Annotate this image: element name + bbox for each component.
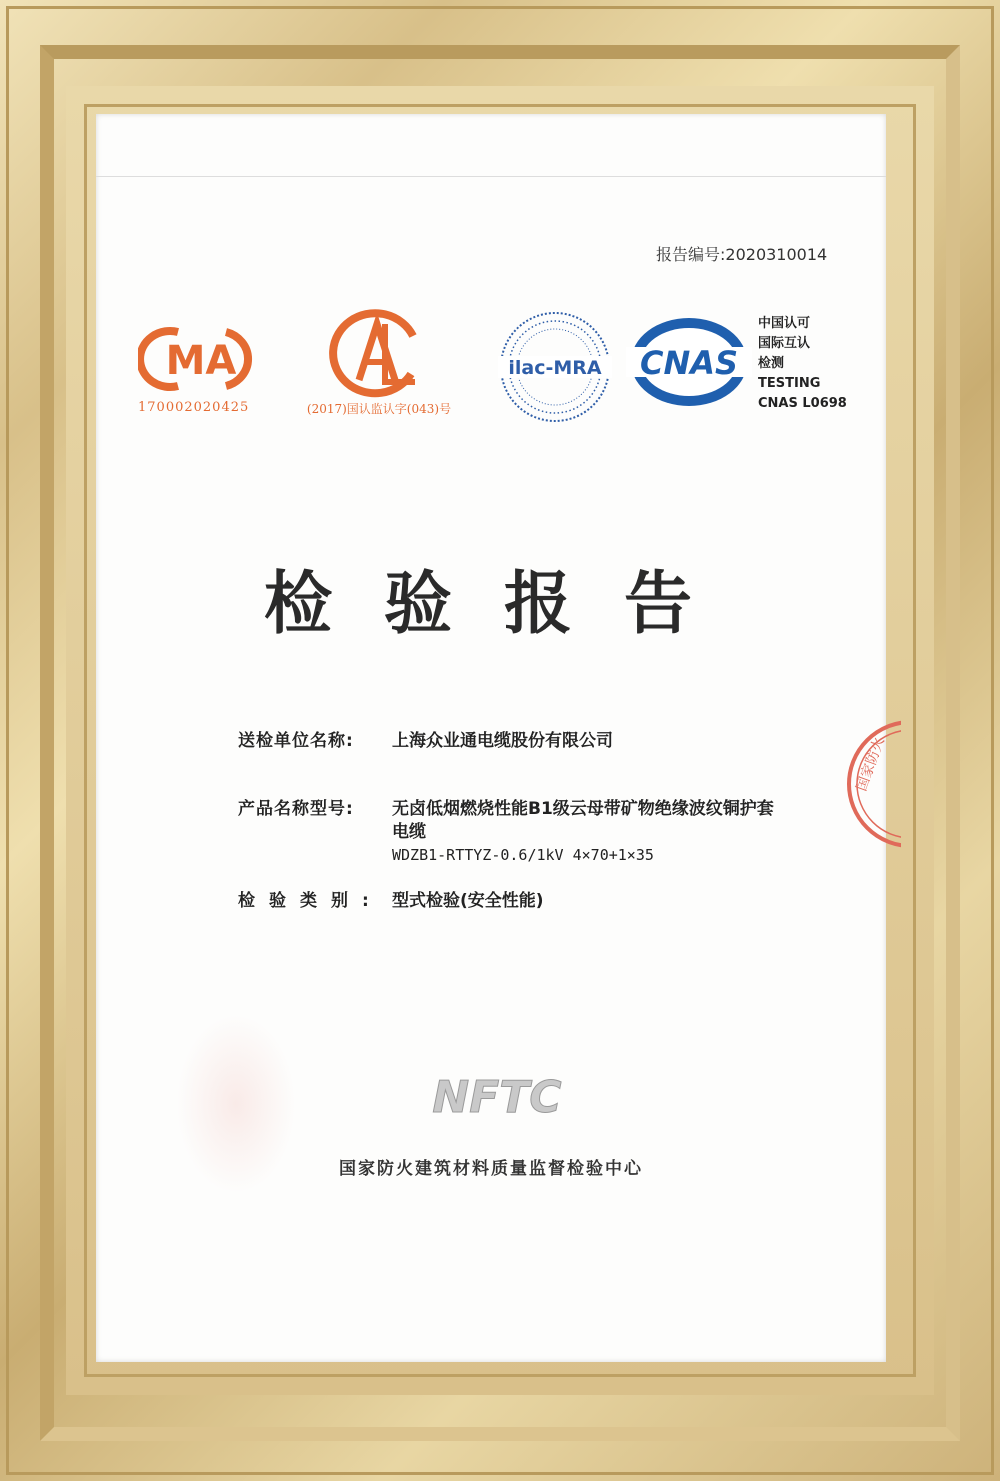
report-number-label: 报告编号: [656, 245, 726, 264]
sender-value: 上海众业通电缆股份有限公司 [392, 731, 613, 751]
sender-row [238, 726, 613, 751]
nftc-logo-icon [412, 1070, 582, 1120]
cal-mark-icon [323, 306, 435, 398]
cnas-letters: CNAS [639, 344, 739, 382]
product-row [238, 798, 774, 867]
report-page [96, 114, 886, 1362]
ilac-mra-logo-icon [498, 310, 612, 424]
cnas-line-3: 检测 [758, 356, 785, 371]
cma-letters: MA [165, 338, 237, 384]
cma-logo [138, 324, 268, 415]
report-number [656, 242, 827, 265]
cnas-line-4: TESTING [758, 376, 821, 391]
sender-label: 送检单位名称: [238, 731, 354, 751]
page-divider [96, 176, 886, 177]
product-name-line-1: 无卤低烟燃烧性能B1级云母带矿物绝缘波纹铜护套 [392, 799, 774, 819]
cnas-logo-icon [626, 314, 752, 410]
cnas-line-1: 中国认可 [758, 316, 811, 331]
product-name-line-2: 电缆 [392, 822, 426, 842]
report-title: 检验报告 [263, 565, 744, 644]
cnas-line-5: CNAS L0698 [758, 396, 847, 411]
nftc-letters: NFTC [432, 1072, 562, 1120]
inspection-type-row [238, 886, 544, 911]
cnas-line-2: 国际互认 [758, 336, 811, 351]
inspection-type-label: 检验类别: [238, 891, 383, 911]
cma-number: 170002020425 [138, 400, 250, 415]
product-label: 产品名称型号: [238, 799, 354, 819]
cal-logo [294, 306, 464, 417]
product-value [392, 798, 774, 867]
ilac-text: ilac-MRA [508, 357, 602, 379]
product-model: WDZB1-RTTYZ-0.6/1kV 4×70+1×35 [392, 846, 654, 864]
issuing-organization: 国家防火建筑材料质量监督检验中心 [339, 1159, 643, 1179]
report-number-value: 2020310014 [725, 245, 828, 264]
cma-mark-icon [138, 324, 264, 394]
seal-text: 国家防火 [853, 735, 888, 794]
red-seal-icon [841, 714, 901, 854]
inspection-type-value: 型式检验(安全性能) [392, 891, 544, 911]
cnas-accreditation-text [758, 314, 847, 414]
cal-number: (2017)国认监认字(043)号 [306, 402, 452, 416]
